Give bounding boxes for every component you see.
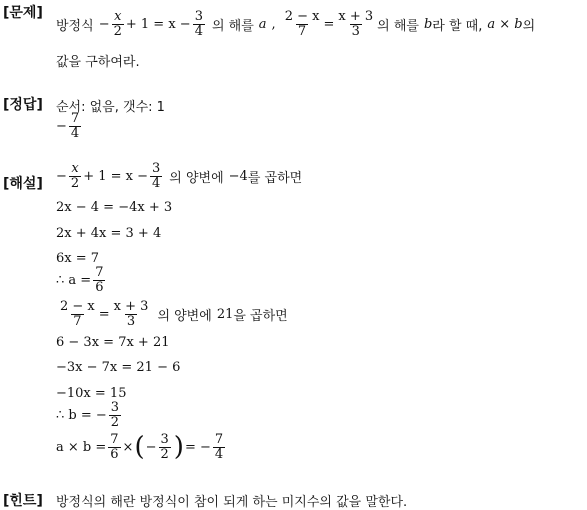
answer-fraction: $\frac{7}{4}$ xyxy=(70,111,80,141)
problem-word-equation: 방정식 xyxy=(56,18,94,34)
s11-left-paren: ( xyxy=(134,432,145,463)
s6-multiplier: 21 xyxy=(216,306,234,322)
s1-text-2: 를 곱하면 xyxy=(247,170,303,186)
solution-step-2: 2x − 4 = −4x + 3 xyxy=(56,200,173,215)
answer-label: [정답] xyxy=(3,97,43,113)
s11-fraction-2: $\frac{3}{2}$ xyxy=(160,432,169,462)
solution-step-5 xyxy=(56,266,107,294)
solution-step-1 xyxy=(56,162,302,190)
problem-line-2: 값을 구하여라. xyxy=(56,55,140,70)
eq1-fraction-2: $\frac{3}{4}$ xyxy=(194,9,203,39)
eq2-equals: = xyxy=(323,16,335,32)
answer-line-1: 순서: 없음, 갯수: 1 xyxy=(56,100,165,115)
s6-text-2: 을 곱하면 xyxy=(233,308,288,324)
s11-neg: − xyxy=(145,439,157,455)
problem-var-a: a xyxy=(258,16,267,32)
s1-multiplier: −4 xyxy=(228,168,248,184)
s6-equals: = xyxy=(98,306,110,322)
s11-right-paren: ) xyxy=(173,432,184,463)
hint-text: 방정식의 해란 방정식이 참이 되게 하는 미지수의 값을 말한다. xyxy=(56,495,408,510)
s1-neg: − xyxy=(56,168,67,184)
s5-fraction: $\frac{7}{6}$ xyxy=(95,265,104,295)
s11-times: × xyxy=(122,439,134,455)
s11-prefix: a × b = xyxy=(56,439,107,455)
problem-word-of: 의 xyxy=(522,18,536,34)
s11-fraction-1: $\frac{7}{6}$ xyxy=(110,432,119,462)
s1-fraction-2: $\frac{3}{4}$ xyxy=(152,161,161,191)
s6-fraction-2: $\frac{x + 3}{3}$ xyxy=(113,299,149,329)
answer-neg: − xyxy=(56,118,67,134)
hint-label: [힌트] xyxy=(3,493,43,509)
solution-step-3: 2x + 4x = 3 + 4 xyxy=(56,226,162,241)
answer-value xyxy=(56,112,83,140)
problem-word-solution-1: 의 해를 xyxy=(211,18,254,34)
s1-fraction-1: $\frac{x}{2}$ xyxy=(70,161,80,191)
solution-label: [해설] xyxy=(3,176,43,192)
s6-text: 의 양변에 xyxy=(157,308,212,324)
eq2-fraction-2: $\frac{x + 3}{3}$ xyxy=(338,9,374,39)
solution-step-9: −10x = 15 xyxy=(56,386,127,401)
eq1-neg: − xyxy=(98,16,110,32)
s11-equals: = − xyxy=(184,439,211,455)
s10-fraction: $\frac{3}{2}$ xyxy=(110,400,120,430)
problem-word-solution-2: 의 해를 xyxy=(377,18,419,34)
solution-step-4: 6x = 7 xyxy=(56,251,100,266)
s11-fraction-3: $\frac{7}{4}$ xyxy=(214,432,224,462)
eq1-fraction-1: $\frac{x}{2}$ xyxy=(113,9,122,39)
problem-word-when: 라 할 때, xyxy=(432,18,483,34)
solution-step-6 xyxy=(56,300,288,328)
s6-fraction-1: $\frac{2 - x}{7}$ xyxy=(60,299,95,329)
problem-line-1 xyxy=(56,10,535,38)
eq2-fraction-1: $\frac{2 - x}{7}$ xyxy=(284,9,320,39)
solution-step-10 xyxy=(56,401,123,429)
problem-label: [문제] xyxy=(3,5,43,21)
problem-product: a × b xyxy=(487,16,523,32)
solution-step-8: −3x − 7x = 21 − 6 xyxy=(56,360,181,375)
problem-var-b: b xyxy=(423,16,433,32)
s1-middle: + 1 = x − xyxy=(83,168,148,184)
solution-step-11 xyxy=(56,433,227,461)
s1-text: 의 양변에 xyxy=(169,170,224,186)
eq1-middle: + 1 = x − xyxy=(125,16,191,32)
problem-comma: , xyxy=(271,16,276,32)
s5-prefix: ∴ a = xyxy=(56,272,92,288)
s10-prefix: ∴ b = − xyxy=(56,407,107,423)
solution-step-7: 6 − 3x = 7x + 21 xyxy=(56,335,170,350)
